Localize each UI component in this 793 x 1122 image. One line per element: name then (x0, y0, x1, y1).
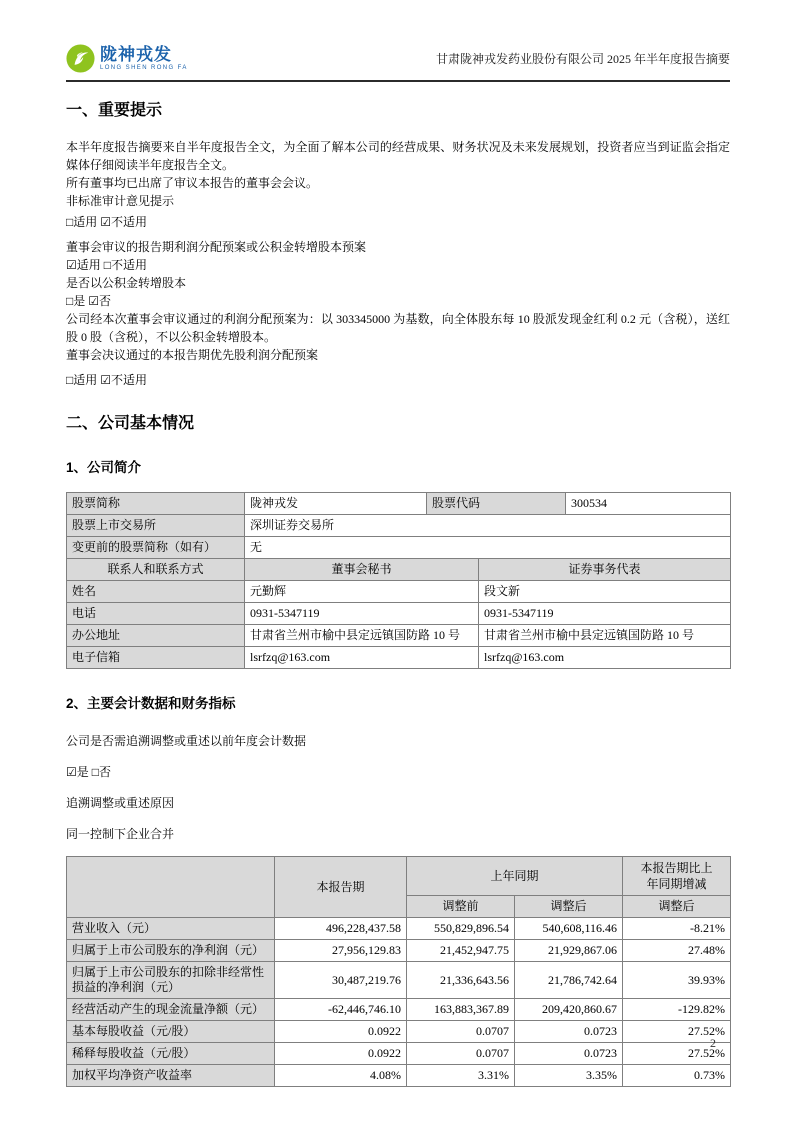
table-row (67, 625, 731, 647)
company-logo (66, 44, 188, 73)
table-row (67, 493, 731, 515)
cell-value: 深圳证券交易所 (245, 515, 731, 537)
brand-text (100, 46, 188, 71)
notice-paragraph: 本半年度报告摘要来自半年度报告全文，为全面了解本公司的经营成果、财务状况及未来发展规划，投资者应当到证监会指定媒体仔细阅读半年度报告全文。 (66, 140, 730, 172)
table-row (67, 999, 731, 1021)
cell-label: 股票上市交易所 (67, 515, 245, 537)
cell-label: 电子信箱 (67, 647, 245, 669)
table-header-row (67, 857, 731, 896)
table-row (67, 940, 731, 962)
cell-value: 27.52% (623, 1021, 731, 1043)
table-row (67, 515, 731, 537)
cell-value: 0.0723 (515, 1043, 623, 1065)
cell-label: 办公地址 (67, 625, 245, 647)
cell-label: 股票简称 (67, 493, 245, 515)
brand-name-en: LONG SHEN RONG FA (100, 65, 188, 71)
cell-value: 0.0922 (275, 1021, 407, 1043)
table-row (67, 962, 731, 999)
checkbox-line-audit: □适用 ☑不适用 (66, 215, 148, 229)
document-title: 甘肃陇神戎发药业股份有限公司 2025 年半年度报告摘要 (435, 52, 730, 66)
table-row (67, 1065, 731, 1087)
table-row (67, 1043, 731, 1065)
notice-paragraph: 是否以公积金转增股本 (66, 276, 187, 290)
cell-value: lsrfzq@163.com (479, 647, 731, 669)
cell-value: 甘肃省兰州市榆中县定远镇国防路 10 号 (479, 625, 731, 647)
financial-metrics-table (66, 856, 731, 1087)
cell-value: 无 (245, 537, 731, 559)
section-heading-important-notice: 一、重要提示 (66, 102, 163, 119)
cell-header: 联系人和联系方式 (67, 559, 245, 581)
cell-value: 39.93% (623, 962, 731, 999)
cell-metric-label: 归属于上市公司股东的净利润（元） (67, 940, 275, 962)
cell-value: 段文新 (479, 581, 731, 603)
checkbox-line-capital-reserve: □是 ☑否 (66, 294, 112, 308)
cell-value: 21,336,643.56 (407, 962, 515, 999)
cell-value: -8.21% (623, 918, 731, 940)
cell-value: -129.82% (623, 999, 731, 1021)
cell-value: 27,956,129.83 (275, 940, 407, 962)
cell-value: 163,883,367.89 (407, 999, 515, 1021)
cell-value: 209,420,860.67 (515, 999, 623, 1021)
cell-metric-label: 营业收入（元） (67, 918, 275, 940)
cell-value: 540,608,116.46 (515, 918, 623, 940)
checkbox-line-dividend-plan: ☑适用 □不适用 (66, 258, 148, 272)
notice-paragraph: 董事会审议的报告期利润分配预案或公积金转增股本预案 (66, 240, 367, 254)
metrics-reason-label: 追溯调整或重述原因 (66, 796, 175, 810)
cell-value: 496,228,437.58 (275, 918, 407, 940)
cell-header-current-period: 本报告期 (275, 857, 407, 918)
checkbox-line-preferred-dividend: □适用 ☑不适用 (66, 373, 148, 387)
cell-value: 300534 (566, 493, 731, 515)
section-heading-basic-info: 二、公司基本情况 (66, 415, 195, 432)
notice-paragraph: 非标准审计意见提示 (66, 194, 175, 208)
table-row (67, 603, 731, 625)
cell-metric-label: 加权平均净资产收益率 (67, 1065, 275, 1087)
cell-value: 3.31% (407, 1065, 515, 1087)
table-row (67, 559, 731, 581)
cell-value: 0931-5347119 (245, 603, 479, 625)
cell-value: 陇神戎发 (245, 493, 427, 515)
cell-value: 0.0707 (407, 1021, 515, 1043)
cell-value: 甘肃省兰州市榆中县定远镇国防路 10 号 (245, 625, 479, 647)
table-row (67, 1021, 731, 1043)
cell-metric-label: 经营活动产生的现金流量净额（元） (67, 999, 275, 1021)
cell-metric-label: 归属于上市公司股东的扣除非经常性损益的净利润（元） (67, 962, 275, 999)
cell-value: 27.48% (623, 940, 731, 962)
cell-header-post-adjust: 调整后 (515, 896, 623, 918)
cell-header-post-adjust: 调整后 (623, 896, 731, 918)
page-number: 2 (710, 1036, 716, 1050)
logo-bird-icon (66, 44, 95, 73)
table-row (67, 537, 731, 559)
company-info-table (66, 492, 731, 669)
cell-value: 0.0707 (407, 1043, 515, 1065)
table-row (67, 918, 731, 940)
cell-value: 0.73% (623, 1065, 731, 1087)
cell-value: 3.35% (515, 1065, 623, 1087)
cell-value: 元勤辉 (245, 581, 479, 603)
cell-header: 董事会秘书 (245, 559, 479, 581)
cell-value: 21,786,742.64 (515, 962, 623, 999)
cell-value: 4.08% (275, 1065, 407, 1087)
cell-value: 550,829,896.54 (407, 918, 515, 940)
cell-label: 电话 (67, 603, 245, 625)
cell-value: 0.0922 (275, 1043, 407, 1065)
table-row (67, 647, 731, 669)
cell-value: 27.52% (623, 1043, 731, 1065)
cell-label: 姓名 (67, 581, 245, 603)
notice-paragraph: 所有董事均已出席了审议本报告的董事会会议。 (66, 176, 319, 190)
metrics-question: 公司是否需追溯调整或重述以前年度会计数据 (66, 734, 307, 748)
brand-name-cn: 陇神戎发 (100, 45, 172, 64)
subsection-key-financials: 2、主要会计数据和财务指标 (66, 696, 236, 711)
cell-value: 30,487,219.76 (275, 962, 407, 999)
cell-value: -62,446,746.10 (275, 999, 407, 1021)
checkbox-line-restatement: ☑是 □否 (66, 765, 112, 779)
cell-header-change (623, 857, 731, 896)
page-header (66, 0, 730, 82)
cell-metric-label: 稀释每股收益（元/股） (67, 1043, 275, 1065)
cell-header-pre-adjust: 调整前 (407, 896, 515, 918)
cell-value: 0931-5347119 (479, 603, 731, 625)
cell-value: lsrfzq@163.com (245, 647, 479, 669)
table-row (67, 581, 731, 603)
cell-value: 0.0723 (515, 1021, 623, 1043)
notice-paragraph: 公司经本次董事会审议通过的利润分配预案为：以 303345000 为基数，向全体股东每 10 股派发现金红利 0.2 元（含税），送红股 0 股（含税），不以公积金转增股本。 (66, 312, 730, 344)
cell-label: 变更前的股票简称（如有） (67, 537, 245, 559)
subsection-company-profile: 1、公司简介 (66, 460, 142, 475)
cell-value: 21,452,947.75 (407, 940, 515, 962)
cell-label: 股票代码 (427, 493, 566, 515)
metrics-reason-value: 同一控制下企业合并 (66, 827, 175, 841)
cell-corner (67, 857, 275, 918)
cell-header: 证券事务代表 (479, 559, 731, 581)
change-header-text: 本报告期比上年同期增减 (640, 861, 713, 891)
cell-value: 21,929,867.06 (515, 940, 623, 962)
cell-header-prior-period: 上年同期 (407, 857, 623, 896)
notice-paragraph: 董事会决议通过的本报告期优先股利润分配预案 (66, 348, 319, 362)
cell-metric-label: 基本每股收益（元/股） (67, 1021, 275, 1043)
